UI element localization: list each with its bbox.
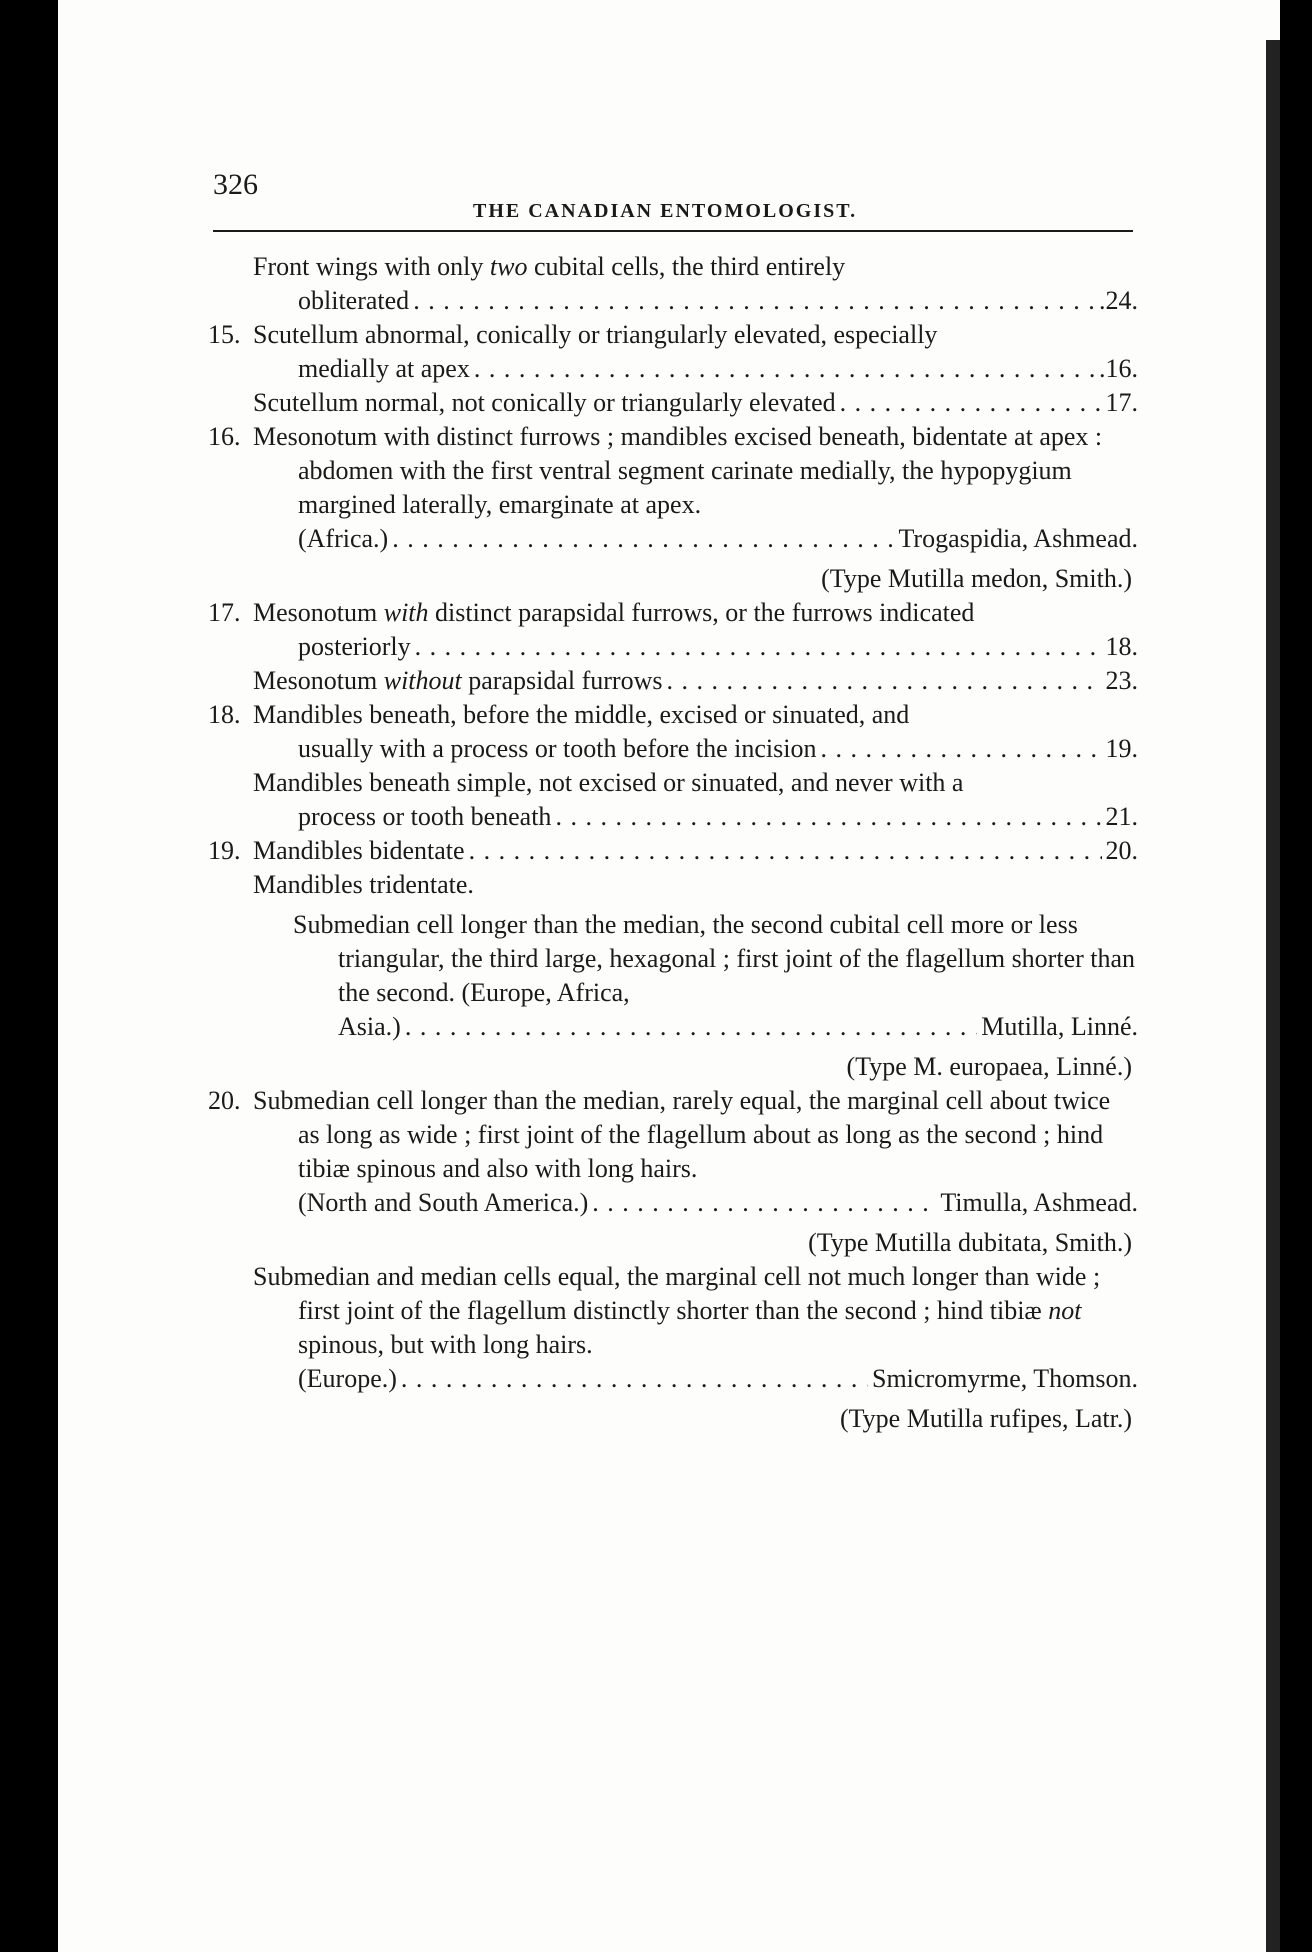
key-entry-mutilla: Submedian cell longer than the median, the second cubital cell more or less triangular, the third large, hexagonal ; first joint of the flagellum shorter than the second. (Europe, Africa, Asia.) . . . Mutilla, Linné. (Type M. europaea, Linné.): [198, 908, 1138, 1084]
key-text: [198, 250, 1138, 1436]
leader-line: (North and South America.) . . . Timulla, Ashmead.: [298, 1186, 1138, 1220]
couplet-number: 20.: [208, 1086, 241, 1115]
couplet-number: 17.: [208, 598, 241, 627]
type-species: (Type Mutilla rufipes, Latr.): [839, 1404, 1132, 1433]
couplet-ref: 19.: [1105, 734, 1138, 763]
leader-line: usually with a process or tooth before the incision . . . 19.: [298, 732, 1138, 766]
leader-line: Mesonotum without parapsidal furrows . . . 23.: [253, 664, 1138, 698]
leader-line: (Africa.) . . . Trogaspidia, Ashmead.: [298, 522, 1138, 556]
couplet-number: 16.: [208, 422, 241, 451]
leader-line: 19. Mandibles bidentate . . . 20.: [208, 834, 1138, 868]
running-title: THE CANADIAN ENTOMOLOGIST.: [473, 200, 858, 222]
book-page: [58, 0, 1280, 1952]
couplet-ref: .24.: [1099, 286, 1138, 315]
type-species: (Type M. europaea, Linné.): [846, 1052, 1132, 1081]
key-entry-scutellum-normal: [198, 386, 1138, 420]
leader-line: medially at apex . . . .16.: [298, 352, 1138, 386]
couplet-ref: 21.: [1105, 802, 1138, 831]
genus-name: Mutilla, Linné.: [981, 1012, 1138, 1041]
couplet-ref: 20.: [1105, 836, 1138, 865]
key-entry-19: [198, 834, 1138, 868]
key-entry-17: 17. Mesonotum with distinct parapsidal furrows, or the furrows indicated posteriorly . . . 18.: [198, 596, 1138, 664]
couplet-ref: 17.: [1105, 388, 1138, 417]
page-edge-shadow: [1266, 40, 1280, 1952]
couplet-ref: 18.: [1105, 632, 1138, 661]
genus-name: Timulla, Ashmead.: [940, 1188, 1138, 1217]
genus-name: Trogaspidia, Ashmead.: [898, 524, 1138, 553]
leader-line: Asia.) . . . Mutilla, Linné.: [338, 1010, 1138, 1044]
leader-line: posteriorly . . . 18.: [298, 630, 1138, 664]
page-header: [213, 168, 1133, 228]
leader-line: Scutellum normal, not conically or triangularly elevated . . . 17.: [253, 386, 1138, 420]
key-entry-front-wings: Front wings with only two cubital cells, the third entirely obliterated . . . .24.: [198, 250, 1138, 318]
page-number: 326: [213, 168, 258, 201]
key-entry-mesonotum-without: [198, 664, 1138, 698]
key-entry-16: 16. Mesonotum with distinct furrows ; mandibles excised beneath, bidentate at apex : abdomen with the first ventral segment carinate medially, the hypopygium margined laterally, emarginate at apex. (Africa.) . . . Trogaspidia, Ashmead. (Type Mutilla medon, Smith.): [198, 420, 1138, 596]
key-entry-mandibles-simple: Mandibles beneath simple, not excised or sinuated, and never with a process or tooth beneath . . . 21.: [198, 766, 1138, 834]
type-species: (Type Mutilla dubitata, Smith.): [808, 1228, 1132, 1257]
leader-line: process or tooth beneath . . . 21.: [298, 800, 1138, 834]
leader-line: (Europe.) . . . Smicromyrme, Thomson.: [298, 1362, 1138, 1396]
couplet-number: 19.: [208, 836, 241, 865]
key-entry-mandibles-tridentate: Mandibles tridentate.: [253, 870, 474, 899]
genus-name: Smicromyrme, Thomson.: [871, 1364, 1138, 1393]
couplet-number: 15.: [208, 320, 241, 349]
couplet-number: 18.: [208, 700, 241, 729]
key-entry-15: 15. Scutellum abnormal, conically or triangularly elevated, especially medially at apex . . . .16.: [198, 318, 1138, 386]
key-entry-18: 18. Mandibles beneath, before the middle, excised or sinuated, and usually with a process or tooth before the incision . . . 19.: [198, 698, 1138, 766]
leader-line: obliterated . . . .24.: [298, 284, 1138, 318]
couplet-ref: 23.: [1105, 666, 1138, 695]
header-rule: [213, 230, 1133, 232]
key-entry-smicromyrme: Submedian and median cells equal, the marginal cell not much longer than wide ; first joint of the flagellum distinctly shorter than the second ; hind tibiæ not spinous, but with long hairs. (Europe.) . . . Smicromyrme, Thomson. (Type Mutilla rufipes, Latr.): [198, 1260, 1138, 1436]
key-entry-20: 20. Submedian cell longer than the median, rarely equal, the marginal cell about twice as long as wide ; first joint of the flagellum about as long as the second ; hind tibiæ spinous and also with long hairs. (North and South America.) . . . Timulla, Ashmead. (Type Mutilla dubitata, Smith.): [198, 1084, 1138, 1260]
type-species: (Type Mutilla medon, Smith.): [821, 564, 1132, 593]
couplet-ref: .16.: [1099, 354, 1138, 383]
